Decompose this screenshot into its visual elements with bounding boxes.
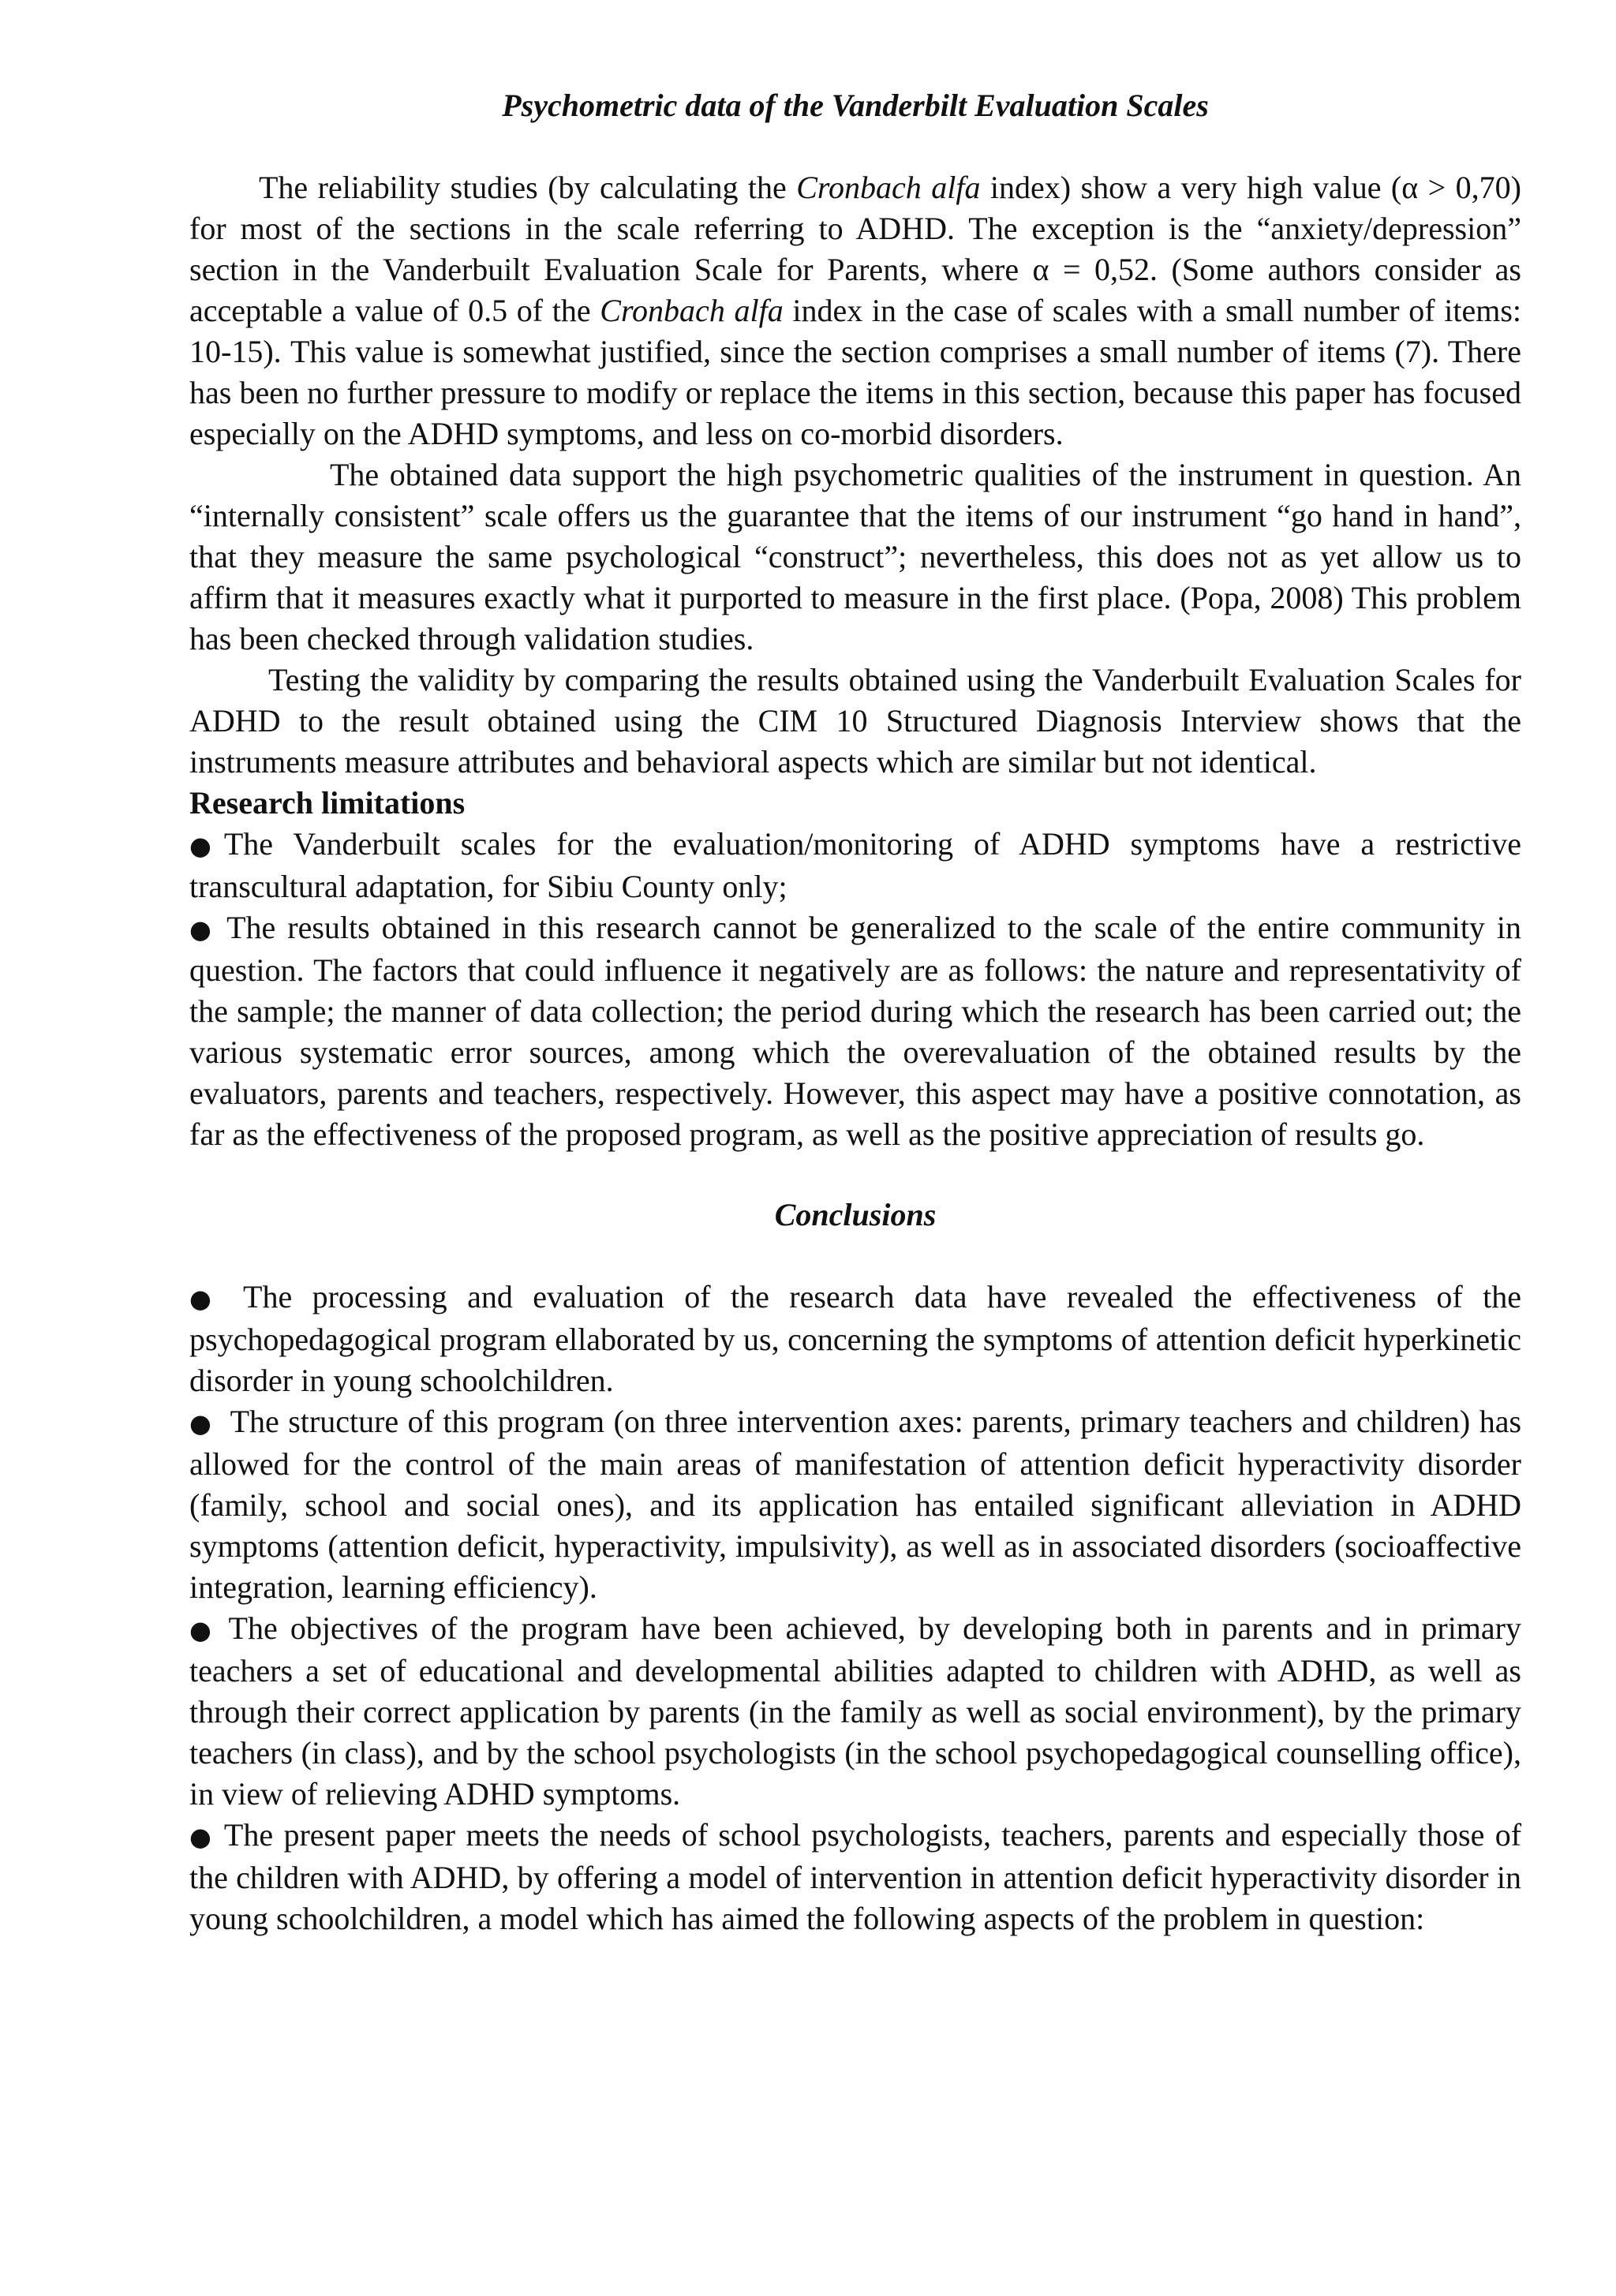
spacer: [189, 1155, 1521, 1195]
conclusions-item: [189, 1401, 1521, 1608]
conclusions-item: [189, 1277, 1521, 1401]
bullet-icon: ●: [189, 914, 215, 944]
bullet-icon: ●: [189, 831, 224, 861]
text-run: The reliability studies (by calculating the: [259, 170, 797, 205]
limitations-item: [189, 824, 1521, 907]
conclusions-item-text: The objectives of the program have been achieved, by developing both in parents and in primary teachers a set of educational and developmental abilities adapted to children with ADHD, as well as through their correct application by parents (in the family as well as social environment), by the primary teachers (in class), and by the school psychologists (in the school psychopedagogical counselling office), in view of relieving ADHD symptoms.: [189, 1610, 1521, 1812]
text-run: index in the case of scales with a small number of items: 10-15). This value is somewhat justified, since the section comprises a small number of items (7). There has been no further pressure to modify or replace the items in this section, because this paper has focused especially on the ADHD symptoms, and less on co-morbid disorders.: [189, 293, 1522, 451]
term-cronbach-alfa: Cronbach alfa: [796, 170, 981, 205]
conclusions-item-text: The processing and evaluation of the research data have revealed the effectiveness of the psychopedagogical program ellaborated by us, concerning the symptoms of attention deficit hyperkinetic disorder in young schoolchildren.: [189, 1279, 1521, 1398]
conclusions-item: [189, 1608, 1521, 1815]
term-cronbach-alfa: Cronbach alfa: [600, 293, 784, 328]
paragraph-reliability: [189, 167, 1521, 454]
spacer: [189, 1236, 1521, 1277]
bullet-icon: ●: [189, 1822, 215, 1852]
section-title: Psychometric data of the Vanderbilt Evaluation Scales: [502, 88, 1209, 123]
spacer: [189, 126, 1521, 167]
paragraph-validity: Testing the validity by comparing the results obtained using the Vanderbuilt Evaluation Scales for ADHD to the result obtained using the CIM 10 Structured Diagnosis Interview shows that the instruments measure attributes and behavioral aspects which are similar but not identical.: [189, 662, 1521, 780]
limitations-item: [189, 907, 1521, 1155]
conclusions-item-text: The structure of this program (on three intervention axes: parents, primary teachers and children) has allowed for the control of the main areas of manifestation of attention deficit hyperactivity disorder (family, school and social ones), and its application has entailed significant alleviation in ADHD symptoms (attention deficit, hyperactivity, impulsivity), as well as in associated disorders (socioaffective integration, learning efficiency).: [189, 1404, 1522, 1605]
conclusions-heading: Conclusions: [774, 1197, 937, 1232]
conclusions-item-text: The present paper meets the needs of school psychologists, teachers, parents and especially those of the children with ADHD, by offering a model of intervention in attention deficit hyperactivity disorder in young schoolchildren, a model which has aimed the following aspects of the problem in question:: [189, 1817, 1522, 1936]
text-run: index) show a very high value (α > 0,70) for most of the sections in the scale referring to ADHD. The exception is the “anxiety/depression” section in the Vanderbuilt Evaluation Scale for Parents, where α = 0,52. (Some authors consider as acceptable a value of 0.5 of the: [189, 170, 1522, 328]
document-page: [189, 85, 1521, 1939]
conclusions-item: [189, 1815, 1521, 1939]
bullet-icon: ●: [189, 1284, 224, 1314]
paragraph-psychometric-qualities: The obtained data support the high psychometric qualities of the instrument in question. An “internally consistent” scale offers us the guarantee that the items of our instrument “go hand in hand”, that they measure the same psychological “construct”; nevertheless, this does not as yet allow us to affirm that it measures exactly what it purported to measure in the first place. (Popa, 2008) This problem has been checked through validation studies.: [189, 457, 1521, 656]
limitations-heading: Research limitations: [189, 785, 466, 821]
limitations-item-text: The results obtained in this research cannot be generalized to the scale of the entire community in question. The factors that could influence it negatively are as follows: the nature and representativity of the sample; the manner of data collection; the period during which the research has been carried out; the various systematic error sources, among which the overevaluation of the obtained results by the evaluators, parents and teachers, respectively. However, this aspect may have a positive connotation, as far as the effectiveness of the proposed program, as well as the positive appreciation of results go.: [189, 910, 1521, 1152]
bullet-icon: ●: [189, 1408, 213, 1438]
bullet-icon: ●: [189, 1615, 217, 1645]
limitations-item-text: The Vanderbuilt scales for the evaluation/monitoring of ADHD symptoms have a restrictive transcultural adaptation, for Sibiu County only;: [189, 826, 1522, 904]
